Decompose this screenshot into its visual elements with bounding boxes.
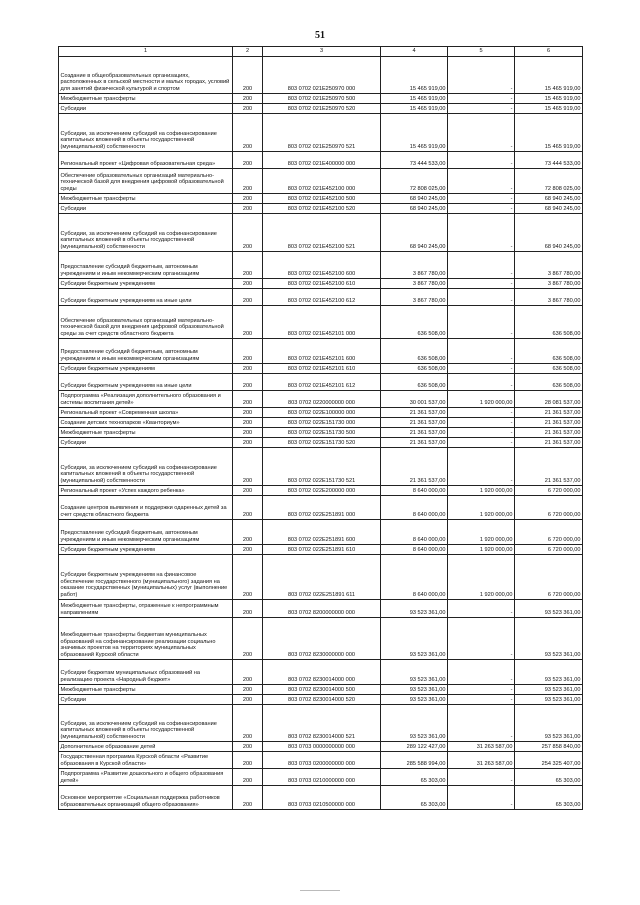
row-budget-code-cell: 803 0702 021E452101 600 [263,339,381,364]
row-admin-code-cell: 200 [233,152,263,169]
row-amount-remaining-cell: 73 444 533,00 [515,152,583,169]
row-budget-code-cell: 803 0702 021E452100 500 [263,194,381,204]
row-name-cell: Субсидии [59,438,233,448]
table-row [59,695,583,705]
row-admin-code-cell: 200 [233,204,263,214]
row-admin-code-cell: 200 [233,685,263,695]
table-row [59,705,583,742]
row-amount-remaining-cell: 21 361 537,00 [515,448,583,486]
row-budget-code-cell: 803 0702 022E251891 610 [263,545,381,555]
row-admin-code-cell: 200 [233,306,263,339]
row-amount-approved-cell: 93 523 361,00 [381,618,448,660]
row-admin-code-cell: 200 [233,496,263,520]
table-row [59,555,583,600]
row-budget-code-cell: 803 0702 021E452101 612 [263,374,381,391]
row-admin-code-cell: 200 [233,428,263,438]
row-name-cell: Государственная программа Курской области «Развитие образования в Курской области» [59,752,233,769]
row-amount-change-cell: - [448,769,515,786]
row-amount-approved-cell: 68 940 245,00 [381,214,448,252]
budget-table [58,46,583,810]
row-budget-code-cell: 803 0702 022E151730 520 [263,438,381,448]
row-budget-code-cell: 803 0702 021E400000 000 [263,152,381,169]
row-amount-remaining-cell: 6 720 000,00 [515,555,583,600]
row-amount-remaining-cell: 15 465 919,00 [515,57,583,94]
row-amount-remaining-cell: 28 081 537,00 [515,391,583,408]
row-amount-change-cell: - [448,306,515,339]
row-admin-code-cell: 200 [233,279,263,289]
row-admin-code-cell: 200 [233,660,263,685]
row-budget-code-cell: 803 0702 021E250970 521 [263,114,381,152]
row-budget-code-cell: 803 0702 021E452101 000 [263,306,381,339]
row-admin-code-cell: 200 [233,545,263,555]
row-amount-remaining-cell: 72 808 025,00 [515,169,583,194]
row-budget-code-cell: 803 0702 021E452101 610 [263,364,381,374]
table-row [59,752,583,769]
row-amount-approved-cell: 73 444 533,00 [381,152,448,169]
row-amount-change-cell: - [448,152,515,169]
row-admin-code-cell: 200 [233,705,263,742]
row-name-cell: Субсидии бюджетным учреждениям [59,279,233,289]
row-amount-remaining-cell: 93 523 361,00 [515,695,583,705]
row-amount-change-cell: - [448,786,515,810]
row-name-cell: Подпрограмма «Реализация дополнительного образования и системы воспитания детей» [59,391,233,408]
row-amount-remaining-cell: 93 523 361,00 [515,660,583,685]
row-admin-code-cell: 200 [233,114,263,152]
table-row [59,742,583,752]
row-amount-change-cell: - [448,194,515,204]
row-amount-approved-cell: 3 867 780,00 [381,289,448,306]
row-name-cell: Субсидии бюджетным учреждениям [59,364,233,374]
row-admin-code-cell: 200 [233,57,263,94]
row-amount-remaining-cell: 65 303,00 [515,769,583,786]
row-name-cell: Предоставление субсидий бюджетным, автономным учреждениям и иным некоммерческим организациям [59,520,233,545]
row-amount-approved-cell: 8 640 000,00 [381,555,448,600]
table-row [59,496,583,520]
row-admin-code-cell: 200 [233,418,263,428]
table-row [59,289,583,306]
row-name-cell: Субсидии бюджетным учреждениям на финансовое обеспечение государственного (муниципального) задания на оказание государственных (муниципальных) услуг (выполнение работ) [59,555,233,600]
row-budget-code-cell: 803 0702 021E452100 000 [263,169,381,194]
row-amount-approved-cell: 636 508,00 [381,339,448,364]
row-name-cell: Межбюджетные трансферты, отраженные к непрограммным направлениям [59,600,233,618]
column-header: 5 [448,47,515,57]
row-budget-code-cell: 803 0702 0220000000 000 [263,391,381,408]
row-amount-approved-cell: 65 303,00 [381,769,448,786]
row-admin-code-cell: 200 [233,600,263,618]
row-amount-approved-cell: 65 303,00 [381,786,448,810]
row-name-cell: Субсидии бюджетным учреждениям [59,545,233,555]
row-name-cell: Создание центров выявления и поддержки одаренных детей за счет средств областного бюджета [59,496,233,520]
row-budget-code-cell: 803 0702 021E250970 000 [263,57,381,94]
row-amount-remaining-cell: 3 867 780,00 [515,252,583,279]
row-name-cell: Субсидии, за исключением субсидий на софинансирование капитальных вложений в объекты государственной (муниципальной) собственности [59,114,233,152]
row-amount-change-cell: - [448,289,515,306]
row-budget-code-cell: 803 0702 022E151730 521 [263,448,381,486]
table-row [59,104,583,114]
row-amount-change-cell: - [448,279,515,289]
row-amount-approved-cell: 8 640 000,00 [381,486,448,496]
row-amount-approved-cell: 93 523 361,00 [381,705,448,742]
table-row [59,545,583,555]
table-row [59,364,583,374]
row-amount-approved-cell: 93 523 361,00 [381,660,448,685]
row-name-cell: Субсидии, за исключением субсидий на софинансирование капитальных вложений в объекты государственной (муниципальной) собственности [59,214,233,252]
row-amount-approved-cell: 636 508,00 [381,364,448,374]
row-amount-approved-cell: 15 465 919,00 [381,104,448,114]
row-budget-code-cell: 803 0702 022E251891 600 [263,520,381,545]
row-amount-approved-cell: 8 640 000,00 [381,520,448,545]
row-name-cell: Создание в общеобразовательных организациях, расположенных в сельской местности и малых городах, условий для занятий физической культурой и спортом [59,57,233,94]
row-amount-remaining-cell: 636 508,00 [515,374,583,391]
row-budget-code-cell: 803 0702 021E452100 520 [263,204,381,214]
table-row [59,660,583,685]
row-name-cell: Региональный проект «Цифровая образовательная среда» [59,152,233,169]
row-amount-change-cell: - [448,418,515,428]
row-budget-code-cell: 803 0703 0000000000 000 [263,742,381,752]
row-budget-code-cell: 803 0702 8200000000 000 [263,600,381,618]
row-amount-approved-cell: 68 940 245,00 [381,204,448,214]
row-amount-remaining-cell: 6 720 000,00 [515,486,583,496]
row-amount-change-cell: 1 920 000,00 [448,486,515,496]
row-name-cell: Межбюджетные трансферты [59,194,233,204]
row-amount-approved-cell: 3 867 780,00 [381,279,448,289]
table-row [59,418,583,428]
row-admin-code-cell: 200 [233,374,263,391]
row-amount-change-cell: - [448,600,515,618]
row-name-cell: Субсидии бюджетным учреждениям на иные цели [59,289,233,306]
row-amount-remaining-cell: 3 867 780,00 [515,289,583,306]
row-amount-approved-cell: 8 640 000,00 [381,545,448,555]
row-admin-code-cell: 200 [233,438,263,448]
row-amount-remaining-cell: 65 303,00 [515,786,583,810]
row-budget-code-cell: 803 0702 022E200000 000 [263,486,381,496]
row-amount-change-cell: - [448,705,515,742]
row-amount-change-cell: - [448,252,515,279]
row-budget-code-cell: 803 0702 8230014000 000 [263,660,381,685]
table-row [59,408,583,418]
row-amount-remaining-cell: 93 523 361,00 [515,685,583,695]
row-amount-approved-cell: 72 808 025,00 [381,169,448,194]
column-header: 4 [381,47,448,57]
table-body [59,57,583,810]
row-name-cell: Субсидии, за исключением субсидий на софинансирование капитальных вложений в объекты государственной (муниципальной) собственности [59,448,233,486]
row-amount-remaining-cell: 21 361 537,00 [515,428,583,438]
table-row [59,374,583,391]
row-admin-code-cell: 200 [233,786,263,810]
row-amount-change-cell: - [448,438,515,448]
row-admin-code-cell: 200 [233,339,263,364]
row-budget-code-cell: 803 0702 022E151730 000 [263,418,381,428]
row-name-cell: Субсидии [59,204,233,214]
row-name-cell: Дополнительное образование детей [59,742,233,752]
row-amount-approved-cell: 93 523 361,00 [381,685,448,695]
row-budget-code-cell: 803 0702 022E251891 611 [263,555,381,600]
row-budget-code-cell: 803 0702 021E250970 520 [263,104,381,114]
row-amount-change-cell: - [448,204,515,214]
row-amount-remaining-cell: 636 508,00 [515,339,583,364]
row-amount-approved-cell: 68 940 245,00 [381,194,448,204]
row-amount-change-cell: 1 920 000,00 [448,555,515,600]
row-admin-code-cell: 200 [233,448,263,486]
row-admin-code-cell: 200 [233,289,263,306]
row-name-cell: Основное мероприятие «Социальная поддержка работников образовательных организаций общего образования» [59,786,233,810]
row-amount-change-cell: - [448,339,515,364]
row-admin-code-cell: 200 [233,364,263,374]
row-admin-code-cell: 200 [233,194,263,204]
row-budget-code-cell: 803 0702 8230000000 000 [263,618,381,660]
row-budget-code-cell: 803 0702 022E100000 000 [263,408,381,418]
table-row [59,94,583,104]
table-row [59,786,583,810]
row-amount-change-cell: 31 263 587,00 [448,742,515,752]
row-amount-change-cell: - [448,618,515,660]
table-row [59,486,583,496]
row-amount-remaining-cell: 6 720 000,00 [515,520,583,545]
row-amount-approved-cell: 93 523 361,00 [381,600,448,618]
row-budget-code-cell: 803 0702 021E250970 500 [263,94,381,104]
row-name-cell: Субсидии бюджетным учреждениям на иные цели [59,374,233,391]
row-amount-remaining-cell: 68 940 245,00 [515,214,583,252]
row-name-cell: Межбюджетные трансферты [59,94,233,104]
row-amount-change-cell: - [448,364,515,374]
row-amount-approved-cell: 21 361 537,00 [381,438,448,448]
row-amount-change-cell: 1 920 000,00 [448,391,515,408]
row-admin-code-cell: 200 [233,769,263,786]
table-row [59,520,583,545]
row-amount-approved-cell: 21 361 537,00 [381,408,448,418]
row-budget-code-cell: 803 0702 021E452100 610 [263,279,381,289]
row-amount-change-cell: 31 263 587,00 [448,752,515,769]
column-header: 2 [233,47,263,57]
row-amount-remaining-cell: 6 720 000,00 [515,496,583,520]
row-amount-change-cell: 1 920 000,00 [448,496,515,520]
row-name-cell: Предоставление субсидий бюджетным, автономным учреждениям и иным некоммерческим организациям [59,252,233,279]
table-row [59,306,583,339]
row-amount-change-cell: 1 920 000,00 [448,520,515,545]
row-amount-approved-cell: 30 001 537,00 [381,391,448,408]
table-row [59,114,583,152]
table-row [59,339,583,364]
row-name-cell: Субсидии [59,104,233,114]
row-admin-code-cell: 200 [233,94,263,104]
row-amount-approved-cell: 289 122 427,00 [381,742,448,752]
row-name-cell: Обеспечение образовательных организаций материально-технической базой для внедрения цифровой образовательной среды за счет средств областного бюджета [59,306,233,339]
row-amount-remaining-cell: 93 523 361,00 [515,618,583,660]
row-amount-remaining-cell: 21 361 537,00 [515,408,583,418]
row-amount-remaining-cell: 93 523 361,00 [515,705,583,742]
row-amount-remaining-cell: 15 465 919,00 [515,104,583,114]
table-row [59,204,583,214]
row-amount-remaining-cell: 6 720 000,00 [515,545,583,555]
row-amount-change-cell: - [448,660,515,685]
row-admin-code-cell: 200 [233,391,263,408]
row-name-cell: Предоставление субсидий бюджетным, автономным учреждениям и иным некоммерческим организациям [59,339,233,364]
row-amount-approved-cell: 15 465 919,00 [381,57,448,94]
row-amount-approved-cell: 636 508,00 [381,374,448,391]
row-amount-approved-cell: 636 508,00 [381,306,448,339]
row-amount-remaining-cell: 257 858 840,00 [515,742,583,752]
row-amount-change-cell: - [448,428,515,438]
row-amount-remaining-cell: 68 940 245,00 [515,204,583,214]
row-admin-code-cell: 200 [233,169,263,194]
row-budget-code-cell: 803 0703 0210000000 000 [263,769,381,786]
column-header: 1 [59,47,233,57]
table-row [59,769,583,786]
column-header: 3 [263,47,381,57]
table-row [59,252,583,279]
row-amount-change-cell: - [448,448,515,486]
row-budget-code-cell: 803 0702 022E151730 500 [263,428,381,438]
row-budget-code-cell: 803 0702 8230014000 500 [263,685,381,695]
row-amount-remaining-cell: 21 361 537,00 [515,418,583,428]
table-row [59,600,583,618]
row-budget-code-cell: 803 0702 022E251891 000 [263,496,381,520]
row-name-cell: Обеспечение образовательных организаций материально-технической базой для внедрения цифровой образовательной среды [59,169,233,194]
row-admin-code-cell: 200 [233,252,263,279]
table-row [59,618,583,660]
row-budget-code-cell: 803 0702 021E452100 600 [263,252,381,279]
row-amount-approved-cell: 15 465 919,00 [381,94,448,104]
row-admin-code-cell: 200 [233,555,263,600]
row-admin-code-cell: 200 [233,520,263,545]
row-admin-code-cell: 200 [233,408,263,418]
row-amount-remaining-cell: 68 940 245,00 [515,194,583,204]
row-admin-code-cell: 200 [233,742,263,752]
row-name-cell: Межбюджетные трансферты [59,685,233,695]
row-admin-code-cell: 200 [233,618,263,660]
row-amount-change-cell: - [448,214,515,252]
page-number: 51 [315,30,325,41]
row-amount-approved-cell: 3 867 780,00 [381,252,448,279]
row-amount-remaining-cell: 21 361 537,00 [515,438,583,448]
row-amount-approved-cell: 8 640 000,00 [381,496,448,520]
table-row [59,194,583,204]
row-amount-remaining-cell: 15 465 919,00 [515,94,583,104]
row-amount-change-cell: - [448,695,515,705]
row-admin-code-cell: 200 [233,104,263,114]
row-name-cell: Субсидии бюджетам муниципальных образований на реализацию проекта «Народный бюджет» [59,660,233,685]
row-admin-code-cell: 200 [233,752,263,769]
row-admin-code-cell: 200 [233,214,263,252]
row-amount-change-cell: - [448,114,515,152]
table-row [59,438,583,448]
table-row [59,57,583,94]
row-amount-approved-cell: 21 361 537,00 [381,428,448,438]
table-header-row [59,47,583,57]
table-row [59,214,583,252]
row-name-cell: Региональный проект «Успех каждого ребенка» [59,486,233,496]
row-budget-code-cell: 803 0703 0200000000 000 [263,752,381,769]
table-row [59,448,583,486]
row-amount-remaining-cell: 93 523 361,00 [515,600,583,618]
page-footer-mark [300,890,340,891]
table-row [59,391,583,408]
row-amount-remaining-cell: 636 508,00 [515,306,583,339]
row-name-cell: Региональный проект «Современная школа» [59,408,233,418]
row-name-cell: Межбюджетные трансферты бюджетам муниципальных образований на софинансирование реализации социально значимых проектов на территориях муниципальных образований Курской области [59,618,233,660]
column-header: 6 [515,47,583,57]
row-amount-change-cell: - [448,104,515,114]
row-amount-change-cell: - [448,374,515,391]
row-amount-approved-cell: 285 588 994,00 [381,752,448,769]
table-row [59,428,583,438]
row-amount-approved-cell: 21 361 537,00 [381,418,448,428]
row-admin-code-cell: 200 [233,486,263,496]
row-amount-change-cell: - [448,408,515,418]
row-amount-change-cell: - [448,57,515,94]
row-amount-approved-cell: 21 361 537,00 [381,448,448,486]
row-amount-approved-cell: 15 465 919,00 [381,114,448,152]
row-name-cell: Межбюджетные трансферты [59,428,233,438]
table-row [59,685,583,695]
table-row [59,152,583,169]
row-budget-code-cell: 803 0702 8230014000 520 [263,695,381,705]
row-name-cell: Создание детских технопарков «Кванториум» [59,418,233,428]
row-budget-code-cell: 803 0702 021E452100 612 [263,289,381,306]
table-row [59,169,583,194]
row-amount-remaining-cell: 254 325 407,00 [515,752,583,769]
row-name-cell: Субсидии [59,695,233,705]
row-amount-remaining-cell: 15 465 919,00 [515,114,583,152]
row-amount-change-cell: - [448,685,515,695]
row-budget-code-cell: 803 0702 8230014000 521 [263,705,381,742]
row-budget-code-cell: 803 0702 021E452100 521 [263,214,381,252]
row-budget-code-cell: 803 0703 0210500000 000 [263,786,381,810]
row-amount-remaining-cell: 3 867 780,00 [515,279,583,289]
row-amount-change-cell: - [448,169,515,194]
row-amount-change-cell: - [448,94,515,104]
row-amount-remaining-cell: 636 508,00 [515,364,583,374]
row-amount-change-cell: 1 920 000,00 [448,545,515,555]
table-row [59,279,583,289]
row-admin-code-cell: 200 [233,695,263,705]
row-amount-approved-cell: 93 523 361,00 [381,695,448,705]
row-name-cell: Субсидии, за исключением субсидий на софинансирование капитальных вложений в объекты государственной (муниципальной) собственности [59,705,233,742]
row-name-cell: Подпрограмма «Развитие дошкольного и общего образования детей» [59,769,233,786]
